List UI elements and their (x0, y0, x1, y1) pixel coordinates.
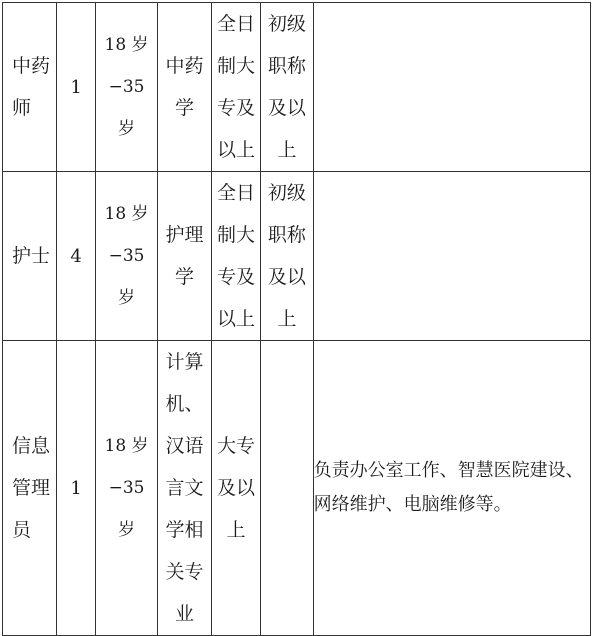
title-cell: 初级 职称 及以 上 (261, 172, 313, 341)
major-cell: 中药 学 (158, 3, 211, 172)
table-row (3, 172, 591, 341)
education-cell: 全日 制大 专及 以上 (211, 3, 260, 172)
age-cell: 18 岁 −35 岁 (95, 341, 158, 636)
education-cell: 全日 制大 专及 以上 (211, 172, 260, 341)
position-cell: 中药 师 (3, 3, 57, 172)
title-cell (261, 341, 313, 636)
position-cell: 信息 管理 员 (3, 341, 57, 636)
recruitment-table (2, 2, 591, 636)
count-cell: 4 (57, 172, 95, 341)
title-cell: 初级 职称 及以 上 (261, 3, 313, 172)
duty-cell (313, 172, 590, 341)
table-row (3, 3, 591, 172)
count-cell: 1 (57, 3, 95, 172)
count-cell: 1 (57, 341, 95, 636)
education-cell: 大专 及以 上 (211, 341, 260, 636)
duty-cell: 负责办公室工作、智慧医院建设、网络维护、电脑维修等。 (313, 341, 590, 636)
table-row (3, 341, 591, 636)
position-cell: 护士 (3, 172, 57, 341)
duty-cell (313, 3, 590, 172)
age-cell: 18 岁 −35 岁 (95, 3, 158, 172)
age-cell: 18 岁 −35 岁 (95, 172, 158, 341)
major-cell: 计算 机、 汉语 言文 学相 关专 业 (158, 341, 211, 636)
major-cell: 护理 学 (158, 172, 211, 341)
